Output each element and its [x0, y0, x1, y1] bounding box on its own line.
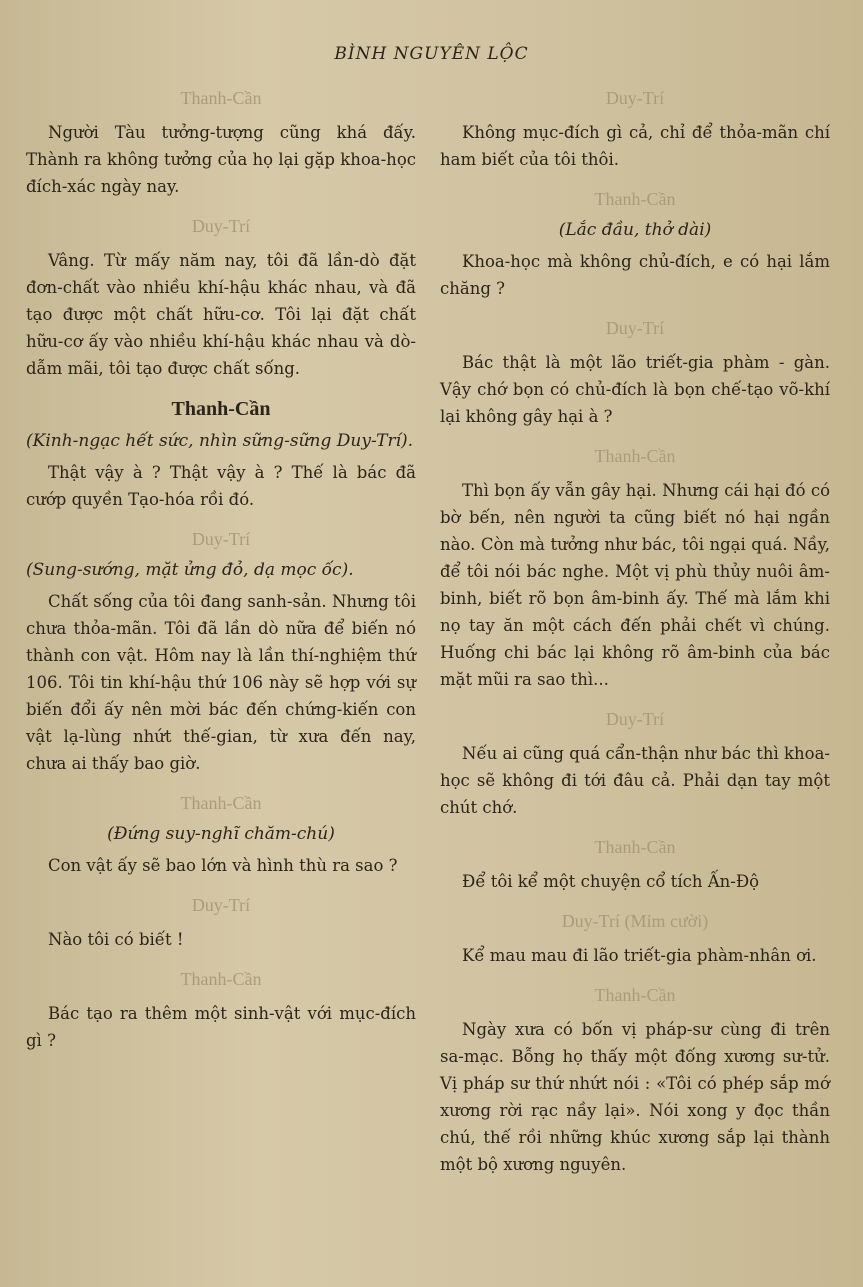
dialogue-line: Bác thật là một lão triết-gia phàm - gàn. Vậy chớ bọn có chủ-đích là bọn chế-tạo võ-khí lại không gây hại à ?	[440, 353, 830, 426]
dialogue-line: Không mục-đích gì cả, chỉ để thỏa-mãn chí ham biết của tôi thôi.	[440, 123, 830, 169]
speaker-name: Duy-Trí	[191, 216, 251, 236]
left-column	[26, 88, 416, 1070]
dialogue-line: Nào tôi có biết !	[48, 930, 184, 949]
stage-direction: (Sung-sướng, mặt ửng đỏ, dạ mọc ốc).	[26, 560, 354, 580]
speaker-name: Thanh-Cần	[594, 837, 676, 857]
right-column	[440, 88, 830, 1194]
speaker-name: Thanh-Cần	[180, 969, 262, 989]
stage-direction: (Kinh-ngạc hết sức, nhìn sững-sững Duy-Trí).	[26, 431, 414, 451]
dialogue-line: Bác tạo ra thêm một sinh-vật với mục-đích gì ?	[26, 1004, 416, 1050]
speaker-name: Thanh-Cần	[180, 88, 262, 108]
dialogue-line: Ngày xưa có bốn vị pháp-sư cùng đi trên sa-mạc. Bỗng họ thấy một đống xương sư-tử. Vị pháp sư thứ nhứt nói : «Tôi có phép sắp mớ xương rời rạc nầy lại». Nói xong y đọc thần chú, thế rồi những khúc xương sắp lại thành một bộ xương nguyên.	[440, 1020, 830, 1174]
dialogue-line: Thật vậy à ? Thật vậy à ? Thế là bác đã cướp quyền Tạo-hóa rồi đó.	[26, 463, 416, 509]
speaker-name: Thanh-Cần	[594, 985, 676, 1005]
dialogue-line: Thì bọn ấy vẫn gây hại. Nhưng cái hại đó có bờ bến, nên người ta cũng biết nó hại ngần nào. Còn mà tưởng như bác, tôi ngại quá. Nầy, để tôi nói bác nghe. Một vị phù thủy nuôi âm-binh, biết rõ bọn âm-binh ấy. Thế mà lắm khi nọ tay ăn một cách đến phải chết vì chúng. Huống chi bác lại không rõ âm-binh của bác mặt mũi ra sao thì...	[440, 481, 830, 689]
dialogue-line: Người Tàu tưởng-tượng cũng khá đấy. Thành ra không tưởng của họ lại gặp khoa-học đích-xác ngày nay.	[26, 123, 416, 196]
running-header: BÌNH NGUYÊN LỘC	[334, 44, 529, 64]
stage-direction: (Lắc đầu, thở dài)	[558, 220, 712, 240]
speaker-name: Thanh-Cần	[594, 189, 676, 209]
speaker-name: Thanh-Cần	[594, 446, 676, 466]
speaker-name: Duy-Trí	[605, 88, 665, 108]
speaker-name: Duy-Trí	[191, 529, 251, 549]
speaker-name: Duy-Trí	[191, 895, 251, 915]
dialogue-line: Con vật ấy sẽ bao lớn và hình thù ra sao ?	[48, 856, 398, 875]
speaker-name: Duy-Trí	[605, 709, 665, 729]
dialogue-line: Khoa-học mà không chủ-đích, e có hại lắm chăng ?	[440, 252, 830, 298]
speaker-name: Duy-Trí (Mỉm cười)	[561, 911, 709, 931]
dialogue-line: Kể mau mau đi lão triết-gia phàm-nhân ơi.	[462, 946, 817, 965]
dialogue-line: Để tôi kể một chuyện cổ tích Ấn-Độ	[462, 872, 760, 891]
speaker-name: Duy-Trí	[605, 318, 665, 338]
dialogue-line: Vâng. Từ mấy năm nay, tôi đã lần-dò đặt đơn-chất vào nhiều khí-hậu khác nhau, và đã tạo được một chất hữu-cơ. Tôi lại đặt chất hữu-cơ ấy vào nhiều khí-hậu khác nhau và dò-dẫm mãi, tôi tạo được chất sống.	[26, 251, 416, 378]
dialogue-line: Chất sống của tôi đang sanh-sản. Nhưng tôi chưa thỏa-mãn. Tôi đã lần dò nữa để biến nó thành con vật. Hôm nay là lần thí-nghiệm thứ 106. Tôi tin khí-hậu thứ 106 này sẽ hợp với sự biến đổi ấy nên mời bác đến chứng-kiến con vật lạ-lùng nhứt thế-gian, từ xưa đến nay, chưa ai thấy bao giờ.	[26, 592, 416, 773]
dialogue-line: Nếu ai cũng quá cẩn-thận như bác thì khoa-học sẽ không đi tới đâu cả. Phải dạn tay một chút chớ.	[440, 744, 830, 817]
speaker-name: Thanh-Cần	[171, 398, 271, 420]
stage-direction: (Đứng suy-nghĩ chăm-chú)	[107, 824, 335, 844]
speaker-name: Thanh-Cần	[180, 793, 262, 813]
